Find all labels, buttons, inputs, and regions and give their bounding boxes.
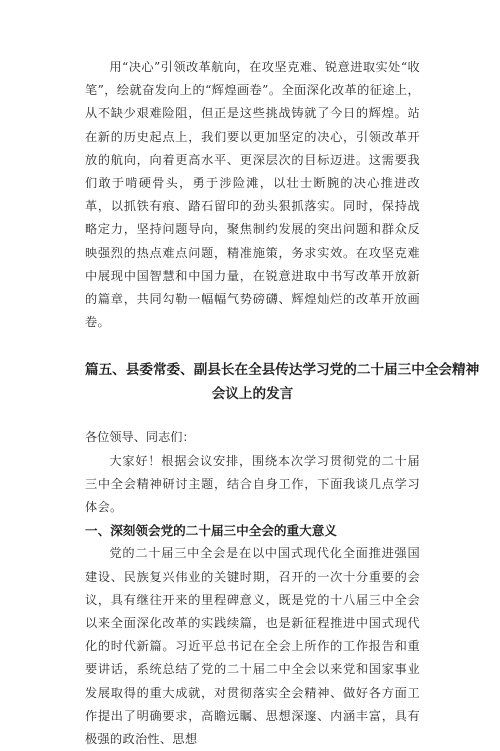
heading-line-1: 篇五、县委常委、副县长在全县传达学习党的二十届三中全会精神 (85, 362, 480, 379)
heading-line-2: 会议上的发言 (211, 386, 294, 403)
section-title: 一、深刻领会党的二十届三中全会的重大意义 (85, 523, 337, 539)
salutation: 各位领导、同志们： (85, 430, 195, 445)
paragraph-reform-vision: 用“决心”引领改革航向，在攻坚克难、锐意进取实处“收笔”，绘就奋发向上的“辉煌画卷”。全面深化改革的征途上，从不缺少艰难险阻，但正是这些挑战铸就了今日的辉煌。站在新的历史起点上，我们要以更加坚定的决心，引领改革开放的航向，向着更高水平、更深层次的目标迈进。这需要我们敢于啃硬骨头，勇于涉险滩，以壮士断腕的决心推进改革，以抓铁有痕、踏石留印的劲头狠抓落实。同时，保持战略定力，坚持问题导向，聚焦制约发展的突出问题和群众反映强烈的热点难点问题，精准施策，务求实效。在攻坚克难中展现中国智慧和中国力量，在锐意进取中书写改革开放新的篇章，共同勾勒一幅幅气势磅礴、辉煌灿烂的改革开放画卷。 (85, 60, 420, 330)
paragraph-significance: 党的二十届三中全会是在以中国式现代化全面推进强国建设、民族复兴伟业的关键时期，召开的一次十分重要的会议，具有继往开来的里程碑意义，既是党的十八届三中全会以来全面深化改革的实践续篇，也是新征程推进中国式现代化的时代新篇。习近平总书记在全会上所作的工作报告和重要讲话，系统总结了党的二十届二中全会以来党和国家事业发展取得的重大成就，对贯彻落实全会精神、做好各方面工作提出了明确要求，高瞻远瞩、思想深邃、内涵丰富，具有极强的政治性、思想 (85, 546, 420, 747)
article-heading (85, 358, 480, 406)
document-body (85, 56, 480, 751)
spacer (85, 406, 420, 426)
spacer (85, 334, 420, 358)
paragraph-opening: 大家好！根据会议安排，围绕本次学习贯彻党的二十届三中全会精神研讨主题，结合自身工作，下面我谈几点学习体会。 (85, 453, 420, 515)
